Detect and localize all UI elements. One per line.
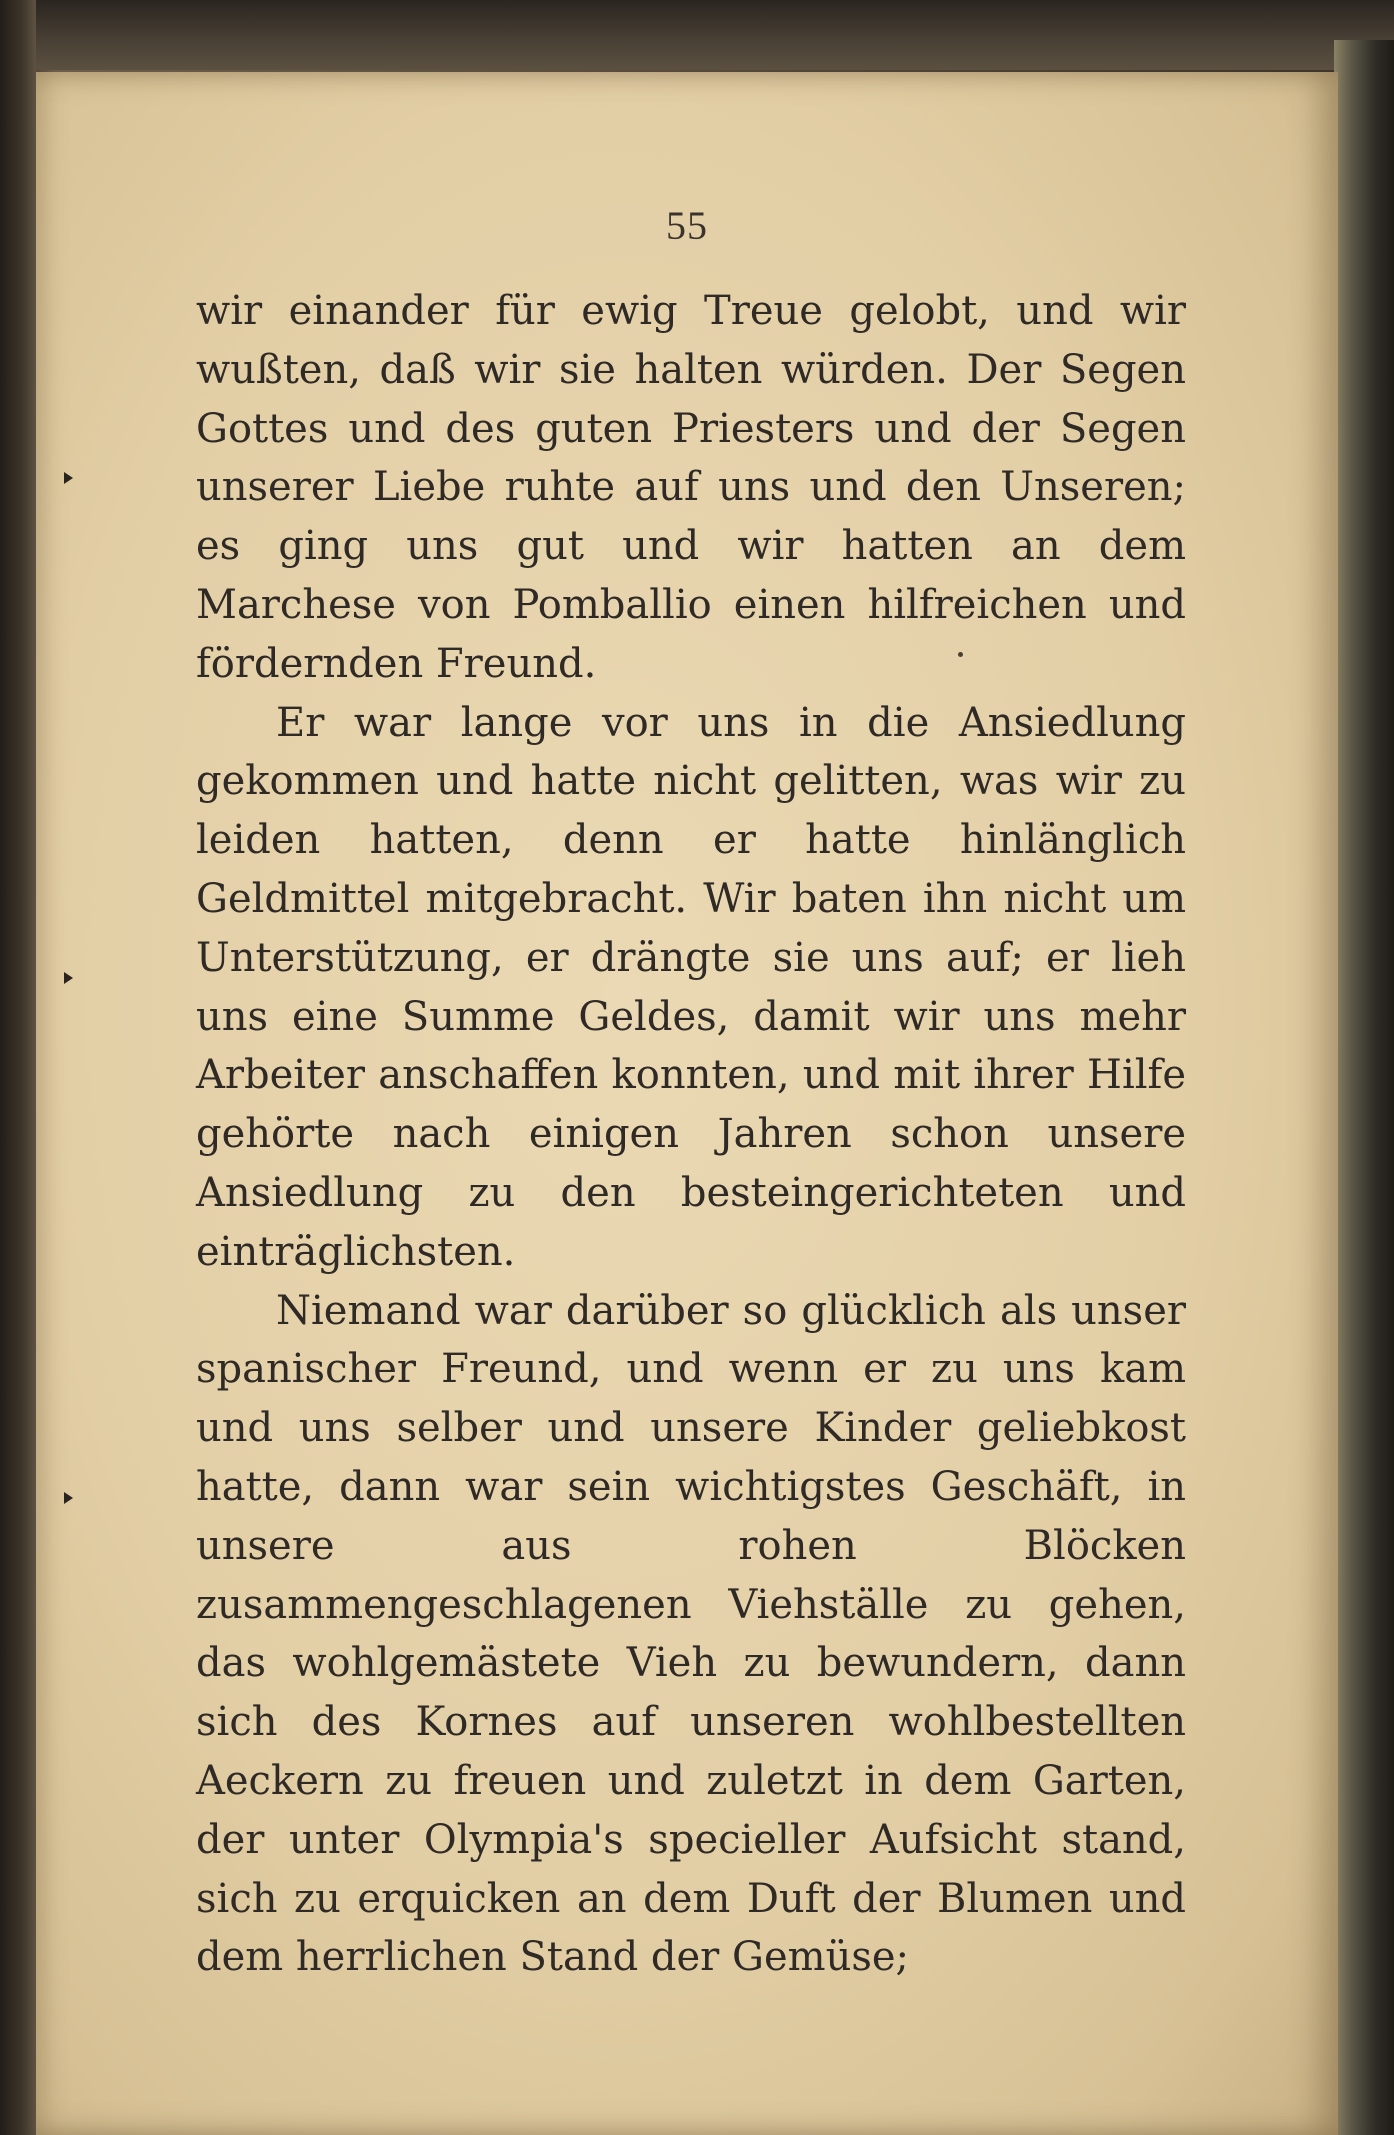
margin-mark-icon xyxy=(64,472,73,484)
ink-speck xyxy=(958,652,963,657)
paragraph-1: wir einander für ewig Treue gelobt, und wir wußten, daß wir sie halten würden. Der Segen Gottes und des guten Priesters und der Segen unserer Liebe ruhte auf uns und den Unseren; es ging uns gut und wir hatten an dem Marchese von Pomballio einen hilfreichen und fördernden Freund. xyxy=(196,288,1186,687)
body-text xyxy=(196,282,1186,1987)
book-cover-left-edge xyxy=(0,0,36,2135)
paper-page xyxy=(36,72,1338,2135)
margin-mark-icon xyxy=(64,1492,73,1504)
book-binding-edge xyxy=(1334,40,1394,2135)
page-number: 55 xyxy=(666,203,708,248)
paragraph-3: Niemand war darüber so glücklich als unser spanischer Freund, und wenn er zu uns kam und uns selber und unsere Kinder geliebkost hatte, dann war sein wichtigstes Geschäft, in unsere aus rohen Blöcken zusammengeschlagenen Viehställe zu gehen, das wohlgemästete Vieh zu bewundern, dann sich des Kornes auf unseren wohlbestellten Aeckern zu freuen und zuletzt in dem Garten, der unter Olympia's specieller Aufsicht stand, sich zu erquicken an dem Duft der Blumen und dem herrlichen Stand der Gemüse; xyxy=(196,1287,1186,1981)
paragraph-2: Er war lange vor uns in die Ansiedlung gekommen und hatte nicht gelitten, was wir zu leiden hatten, denn er hatte hinlänglich Geldmittel mitgebracht. Wir baten ihn nicht um Unterstützung, er drängte sie uns auf; er lieh uns eine Summe Geldes, damit wir uns mehr Arbeiter anschaffen konnten, und mit ihrer Hilfe gehörte nach einigen Jahren schon unsere Ansiedlung zu den besteingerichteten und einträglichsten. xyxy=(196,699,1186,1275)
margin-mark-icon xyxy=(64,972,73,984)
book-cover-top-edge xyxy=(0,0,1394,70)
